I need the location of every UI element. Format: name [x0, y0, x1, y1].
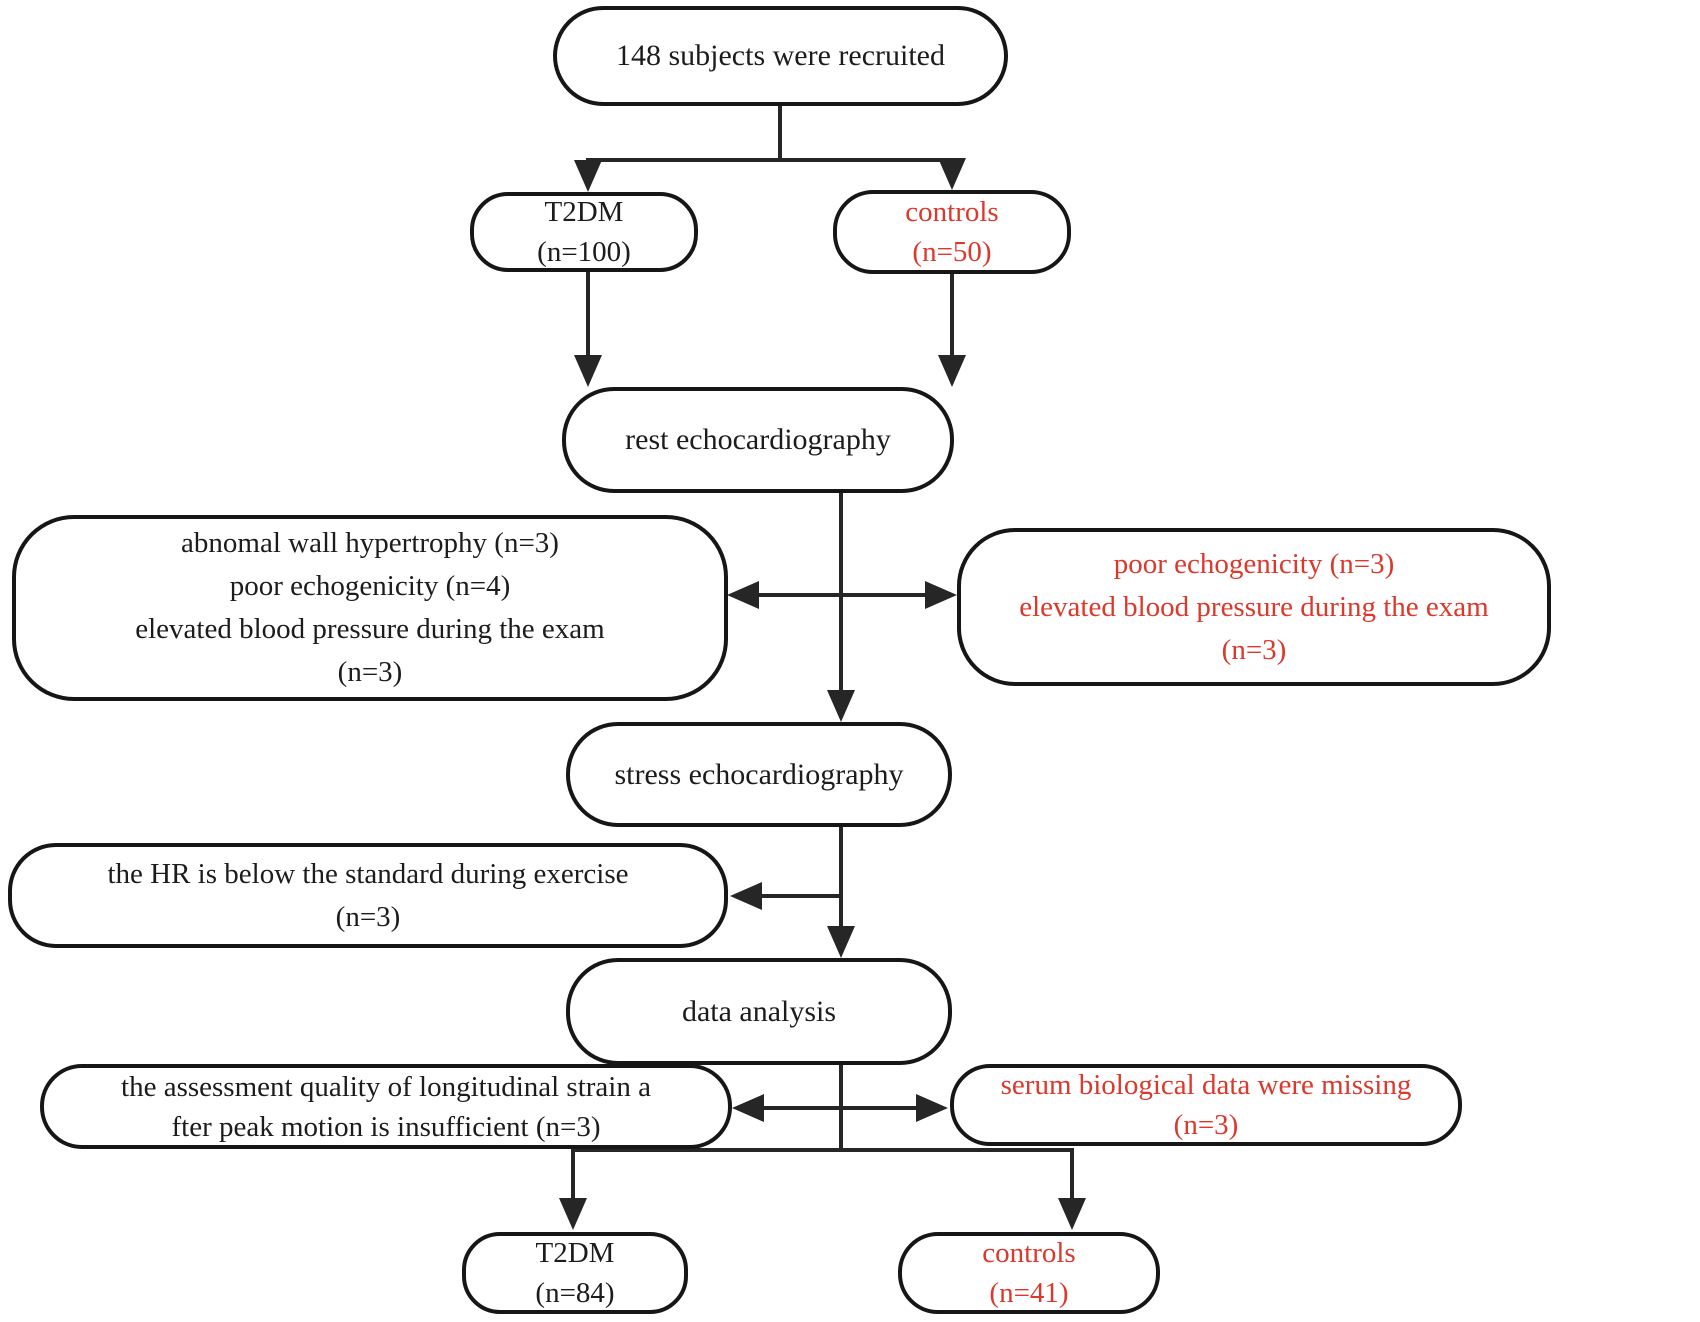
- arrowhead-excl-stress-left: [730, 882, 762, 910]
- node-excluded-after-rest-controls: [957, 528, 1551, 686]
- excl-analysis-t2dm-line1: the assessment quality of longitudinal strain a: [121, 1070, 651, 1103]
- arrowhead-into-controls-initial: [938, 158, 966, 190]
- excl-rest-t2dm-line4: (n=3): [337, 656, 403, 688]
- node-controls-final: [898, 1232, 1160, 1314]
- node-recruited: [553, 6, 1008, 106]
- node-t2dm-final: [462, 1232, 688, 1314]
- node-stress-echo: [566, 722, 952, 827]
- connector-stress-exclusion: [762, 894, 843, 898]
- excl-analysis-controls-line2: (n=3): [1173, 1109, 1239, 1141]
- node-controls-final-line1: controls: [982, 1237, 1076, 1269]
- connector-to-t2dm-final: [571, 1148, 575, 1200]
- connector-rest-exclusions: [757, 593, 927, 597]
- arrowhead-into-controls-final: [1058, 1198, 1086, 1230]
- connector-controls-to-rest: [950, 274, 954, 356]
- arrowhead-rest-right: [938, 355, 966, 387]
- arrowhead-excl-analysis-left: [732, 1094, 764, 1122]
- arrowhead-excl-analysis-right: [916, 1094, 948, 1122]
- excl-rest-t2dm-line1: abnomal wall hypertrophy (n=3): [181, 527, 559, 559]
- connector-stress-to-data: [839, 827, 843, 928]
- node-stress-echo-text: stress echocardiography: [614, 757, 904, 791]
- excl-rest-controls-line2: elevated blood pressure during the exam: [1019, 590, 1489, 623]
- node-rest-echo: [562, 387, 954, 493]
- excl-rest-t2dm-line2: poor echogenicity (n=4): [229, 570, 511, 602]
- node-t2dm-initial-line2: (n=100): [537, 236, 631, 268]
- node-excluded-after-analysis-t2dm: [40, 1064, 732, 1149]
- arrowhead-excl-rest-left: [727, 581, 759, 609]
- node-recruited-text: 148 subjects were recruited: [615, 39, 946, 72]
- excl-rest-controls-line3: (n=3): [1221, 633, 1287, 666]
- connector-split-bar: [586, 158, 954, 162]
- node-controls-initial: [833, 190, 1071, 274]
- arrowhead-into-t2dm-initial: [574, 160, 602, 192]
- node-t2dm-final-line1: T2DM: [535, 1237, 615, 1269]
- excl-analysis-controls-line1: serum biological data were missing: [1000, 1069, 1412, 1101]
- node-excluded-after-analysis-controls: [950, 1064, 1462, 1146]
- arrowhead-excl-rest-right: [925, 581, 957, 609]
- node-t2dm-initial-line1: T2DM: [544, 196, 624, 228]
- node-excluded-after-rest-t2dm: [12, 515, 728, 701]
- excl-stress-line1: the HR is below the standard during exercise: [107, 857, 629, 890]
- node-t2dm-initial: [470, 192, 698, 272]
- excl-rest-t2dm-line3: elevated blood pressure during the exam: [135, 613, 605, 645]
- node-rest-echo-text: rest echocardiography: [625, 423, 891, 456]
- arrowhead-rest-left: [574, 355, 602, 387]
- node-controls-initial-line2: (n=50): [912, 236, 992, 268]
- excl-stress-line2: (n=3): [335, 900, 401, 933]
- node-controls-initial-line1: controls: [905, 196, 999, 228]
- connector-to-controls-final: [1070, 1148, 1074, 1200]
- node-data-analysis-text: data analysis: [681, 994, 837, 1028]
- connector-t2dm-to-rest: [586, 272, 590, 356]
- connector-analysis-exclusions: [764, 1106, 918, 1110]
- excl-analysis-t2dm-line2: fter peak motion is insufficient (n=3): [171, 1110, 601, 1143]
- arrowhead-into-stress: [827, 690, 855, 722]
- excl-rest-controls-line1: poor echogenicity (n=3): [1113, 547, 1395, 580]
- node-t2dm-final-line2: (n=84): [535, 1277, 615, 1309]
- node-excluded-after-stress: [8, 843, 728, 948]
- node-controls-final-line2: (n=41): [989, 1277, 1069, 1309]
- arrowhead-into-data-analysis: [827, 926, 855, 958]
- node-data-analysis: [566, 958, 952, 1065]
- arrowhead-into-t2dm-final: [559, 1198, 587, 1230]
- connector-recruited-down: [778, 104, 782, 162]
